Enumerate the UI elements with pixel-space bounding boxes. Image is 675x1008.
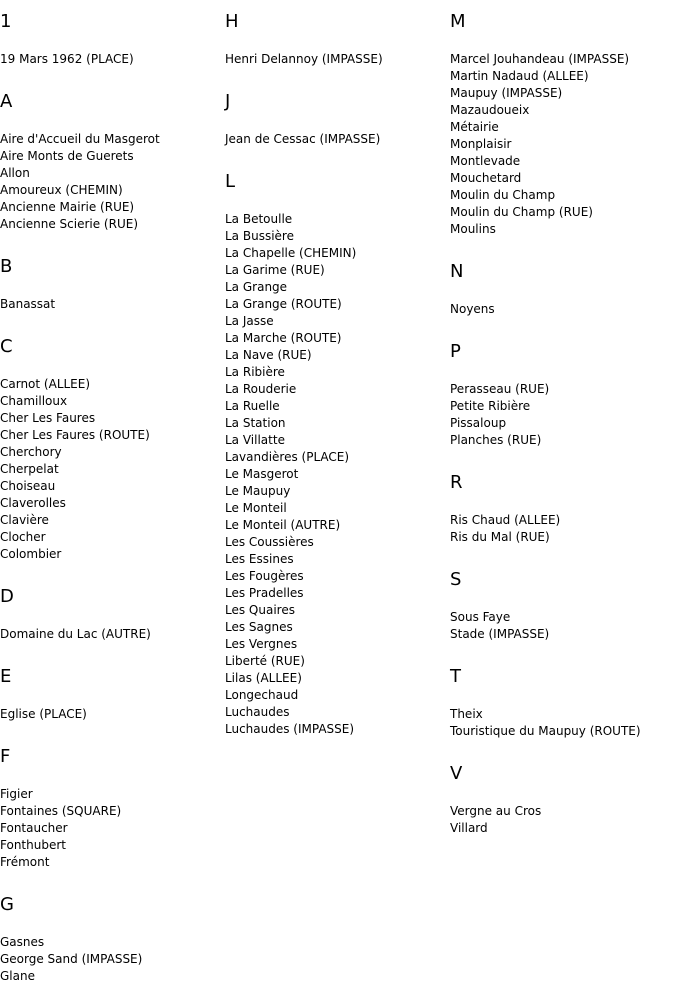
street-list-item: Choiseau — [0, 479, 56, 493]
street-list-item: Figier — [0, 787, 33, 801]
street-list-item: La Betoulle — [225, 212, 293, 226]
street-list — [0, 786, 222, 871]
street-list-item: Montlevade — [450, 154, 521, 168]
letter-section — [0, 666, 222, 723]
street-list-item: Domaine du Lac (AUTRE) — [0, 627, 151, 641]
street-list-item: Vergne au Cros — [450, 804, 542, 818]
street-list-item: La Grange — [225, 280, 288, 294]
street-list-item: Planches (RUE) — [450, 433, 542, 447]
street-list — [0, 376, 222, 563]
street-list — [0, 934, 222, 985]
street-list-item: La Chapelle (CHEMIN) — [225, 246, 357, 260]
letter-section — [0, 336, 222, 563]
section-letter-heading: J — [225, 91, 231, 112]
street-list-item: Petite Ribière — [450, 399, 531, 413]
street-list-item: Fonthubert — [0, 838, 66, 852]
section-letter-heading: L — [225, 171, 236, 192]
section-letter-heading: B — [0, 256, 13, 277]
letter-section — [450, 763, 675, 837]
street-list — [0, 296, 222, 313]
street-list-item: Luchaudes (IMPASSE) — [225, 722, 355, 736]
street-list-item: Les Essines — [225, 552, 294, 566]
street-list-item: George Sand (IMPASSE) — [0, 952, 143, 966]
letter-section — [450, 261, 675, 318]
letter-section — [450, 472, 675, 546]
section-letter-heading: S — [450, 569, 462, 590]
street-list-item: Clocher — [0, 530, 46, 544]
street-list-item: Eglise (PLACE) — [0, 707, 87, 721]
street-list-item: Ancienne Scierie (RUE) — [0, 217, 138, 231]
letter-section — [0, 894, 222, 985]
street-list-item: Noyens — [450, 302, 495, 316]
letter-section — [450, 666, 675, 740]
street-list-item: Mouchetard — [450, 171, 522, 185]
letter-section — [225, 171, 447, 738]
street-list-item: Perasseau (RUE) — [450, 382, 550, 396]
street-list — [450, 301, 675, 318]
street-list-item: Chamilloux — [0, 394, 68, 408]
street-list-item: Marcel Jouhandeau (IMPASSE) — [450, 52, 630, 66]
street-list-item: Ris du Mal (RUE) — [450, 530, 550, 544]
letter-section — [225, 91, 447, 148]
street-list-item: Liberté (RUE) — [225, 654, 305, 668]
street-list-item: Les Sagnes — [225, 620, 293, 634]
street-list-item: La Grange (ROUTE) — [225, 297, 342, 311]
street-list-item: Pissaloup — [450, 416, 507, 430]
street-list-item: Les Pradelles — [225, 586, 304, 600]
street-list-item: La Station — [225, 416, 286, 430]
street-list-item: Fontaucher — [0, 821, 68, 835]
street-list — [0, 626, 222, 643]
street-list-item: Cher Les Faures — [0, 411, 96, 425]
street-list-item: Cherpelat — [0, 462, 59, 476]
street-list-item: Les Fougères — [225, 569, 304, 583]
street-list-item: Cher Les Faures (ROUTE) — [0, 428, 150, 442]
street-list-item: Le Masgerot — [225, 467, 299, 481]
section-letter-heading: R — [450, 472, 463, 493]
section-letter-heading: F — [0, 746, 11, 767]
street-list-item: Le Monteil (AUTRE) — [225, 518, 341, 532]
section-letter-heading: N — [450, 261, 464, 282]
street-list-item: Villard — [450, 821, 488, 835]
street-list-item: Allon — [0, 166, 30, 180]
street-list-item: Mazaudoueix — [450, 103, 530, 117]
letter-section — [450, 569, 675, 643]
letter-section — [0, 586, 222, 643]
section-letter-heading: V — [450, 763, 463, 784]
street-list-item: La Ruelle — [225, 399, 280, 413]
section-letter-heading: M — [450, 11, 466, 32]
letter-section — [225, 11, 447, 68]
street-list-item: Moulin du Champ (RUE) — [450, 205, 593, 219]
street-list — [225, 131, 447, 148]
street-list-item: 19 Mars 1962 (PLACE) — [0, 52, 134, 66]
index-column-2 — [225, 0, 447, 761]
street-list-item: Les Vergnes — [225, 637, 298, 651]
section-letter-heading: H — [225, 11, 239, 32]
street-list-item: Sous Faye — [450, 610, 511, 624]
section-letter-heading: E — [0, 666, 12, 687]
street-list-item: Theix — [450, 707, 483, 721]
street-list-item: Lavandières (PLACE) — [225, 450, 350, 464]
street-list-item: La Garime (RUE) — [225, 263, 325, 277]
street-list-item: Jean de Cessac (IMPASSE) — [225, 132, 381, 146]
street-list-item: Henri Delannoy (IMPASSE) — [225, 52, 383, 66]
section-letter-heading: P — [450, 341, 461, 362]
street-list-item: Martin Nadaud (ALLEE) — [450, 69, 589, 83]
street-list-item: Carnot (ALLEE) — [0, 377, 91, 391]
street-list — [0, 706, 222, 723]
street-list-item: Le Maupuy — [225, 484, 291, 498]
street-list-item: La Nave (RUE) — [225, 348, 312, 362]
street-list-item: Colombier — [0, 547, 62, 561]
street-list-item: Aire Monts de Guerets — [0, 149, 134, 163]
street-list — [225, 51, 447, 68]
street-list-item: Gasnes — [0, 935, 45, 949]
letter-section — [0, 91, 222, 233]
street-list-item: Métairie — [450, 120, 499, 134]
street-list-item: Frémont — [0, 855, 50, 869]
street-list-item: La Ribière — [225, 365, 285, 379]
section-letter-heading: A — [0, 91, 13, 112]
street-list — [450, 609, 675, 643]
street-list-item: Fontaines (SQUARE) — [0, 804, 122, 818]
street-list-item: Moulin du Champ — [450, 188, 556, 202]
letter-section — [450, 341, 675, 449]
letter-section — [0, 746, 222, 871]
letter-section — [0, 11, 222, 68]
street-list-item: Monplaisir — [450, 137, 512, 151]
street-list-item: Stade (IMPASSE) — [450, 627, 550, 641]
street-list-item: Longechaud — [225, 688, 299, 702]
street-list-item: Le Monteil — [225, 501, 287, 515]
street-list — [450, 512, 675, 546]
street-list-item: Les Coussières — [225, 535, 314, 549]
letter-section — [450, 11, 675, 238]
street-list — [225, 211, 447, 738]
street-list-item: Glane — [0, 969, 35, 983]
street-list-item: La Villatte — [225, 433, 285, 447]
street-list-item: Maupuy (IMPASSE) — [450, 86, 563, 100]
street-list-item: Luchaudes — [225, 705, 290, 719]
street-list-item: La Jasse — [225, 314, 274, 328]
section-letter-heading: D — [0, 586, 14, 607]
street-list-item: La Bussière — [225, 229, 294, 243]
street-list — [450, 706, 675, 740]
section-letter-heading: 1 — [0, 11, 12, 32]
street-list-item: Lilas (ALLEE) — [225, 671, 302, 685]
street-list-item: Amoureux (CHEMIN) — [0, 183, 123, 197]
street-list-item: La Rouderie — [225, 382, 297, 396]
section-letter-heading: G — [0, 894, 14, 915]
street-list — [0, 131, 222, 233]
street-list — [450, 51, 675, 238]
street-list-item: Ris Chaud (ALLEE) — [450, 513, 561, 527]
street-list — [450, 381, 675, 449]
letter-section — [0, 256, 222, 313]
section-letter-heading: T — [450, 666, 461, 687]
street-list-item: La Marche (ROUTE) — [225, 331, 342, 345]
street-list — [450, 803, 675, 837]
section-letter-heading: C — [0, 336, 13, 357]
street-list-item: Banassat — [0, 297, 56, 311]
street-list-item: Moulins — [450, 222, 496, 236]
index-column-1 — [0, 0, 222, 1008]
street-list-item: Les Quaires — [225, 603, 295, 617]
street-list-item: Cherchory — [0, 445, 62, 459]
index-column-3 — [450, 0, 675, 860]
street-list-item: Clavière — [0, 513, 49, 527]
street-list-item: Aire d'Accueil du Masgerot — [0, 132, 160, 146]
street-list-item: Ancienne Mairie (RUE) — [0, 200, 135, 214]
street-list — [0, 51, 222, 68]
street-list-item: Claverolles — [0, 496, 66, 510]
street-list-item: Touristique du Maupuy (ROUTE) — [450, 724, 641, 738]
